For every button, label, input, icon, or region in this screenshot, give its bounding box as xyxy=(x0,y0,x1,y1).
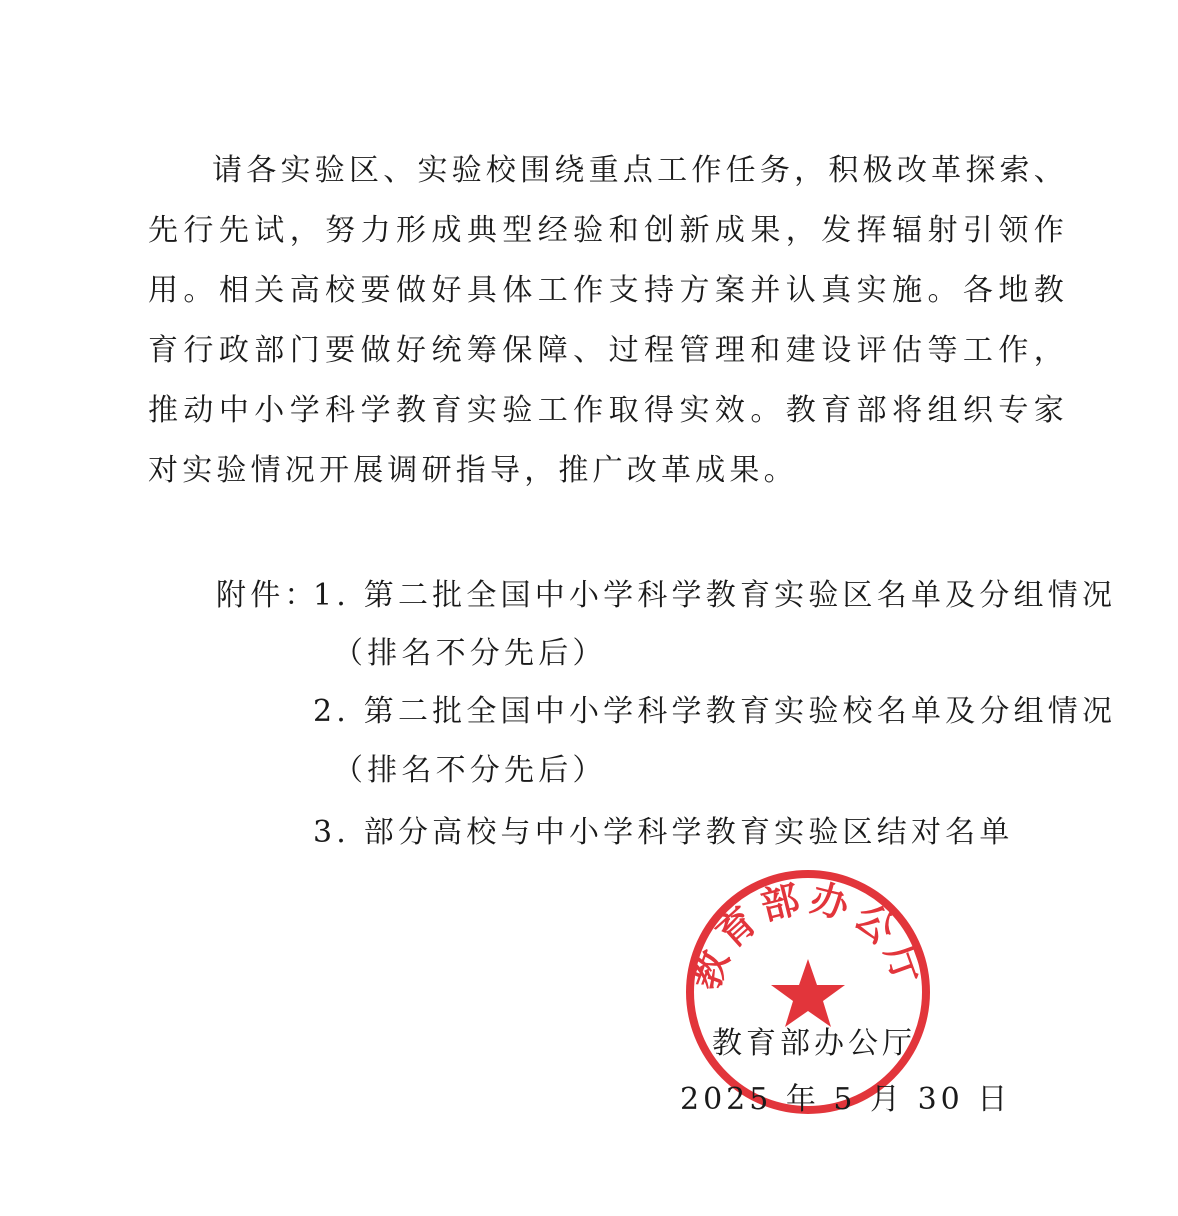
attachment-item-3: 3. 部分高校与中小学科学教育实验区结对名单 xyxy=(313,815,1014,850)
issuer-name: 教育部办公厅 xyxy=(712,1026,916,1061)
attachment-item-1: 1. 第二批全国中小学科学教育实验区名单及分组情况 xyxy=(313,578,1117,613)
svg-text:教育部办公厅: 教育部办公厅 xyxy=(683,875,933,996)
attachment-item-1-note: （排名不分先后） xyxy=(333,636,607,671)
attachment-item-2-note: （排名不分先后） xyxy=(333,753,607,788)
body-paragraph: 请各实验区、实验校围绕重点工作任务，积极改革探索、先行先试，努力形成典型经验和创新成果，发挥辐射引领作用。相关高校要做好具体工作支持方案并认真实施。各地教育行政部门要做好统筹保障、过程管理和建设评估等工作，推动中小学科学教育实验工作取得实效。教育部将组织专家对实验情况开展调研指导，推广改革成果。 xyxy=(148,153,1068,488)
attachment-item-2: 2. 第二批全国中小学科学教育实验校名单及分组情况 xyxy=(313,694,1117,729)
attachment-label: 附件： xyxy=(216,578,319,613)
issue-date: 2025 年 5 月 30 日 xyxy=(680,1082,1012,1117)
